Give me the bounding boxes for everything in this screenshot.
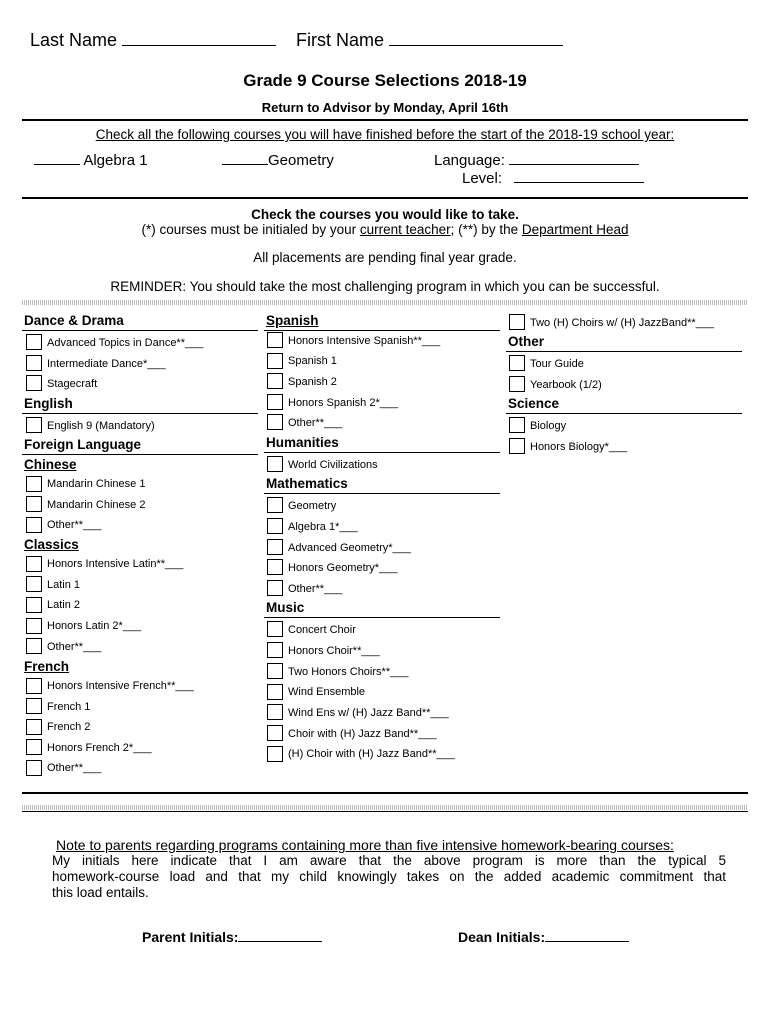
- initial-instruction: [0, 222, 770, 237]
- course-label: Other**___: [288, 417, 343, 429]
- course-label: Spanish 2: [288, 376, 337, 388]
- hatched-divider-bottom: [22, 805, 748, 810]
- checkbox[interactable]: [509, 376, 525, 392]
- course-label: French 1: [47, 701, 91, 713]
- checkbox[interactable]: [26, 496, 42, 512]
- section-rule: [22, 413, 258, 414]
- checkbox[interactable]: [267, 663, 283, 679]
- dean-initials-row: [458, 929, 629, 945]
- course-label: Biology: [530, 420, 567, 432]
- course-label: Intermediate Dance*___: [47, 358, 166, 370]
- course-label: Honors Geometry*___: [288, 562, 398, 574]
- dept-head-text: Department Head: [521, 222, 629, 237]
- checkbox[interactable]: [26, 517, 42, 533]
- finished-language: [434, 152, 639, 169]
- checkbox[interactable]: [267, 539, 283, 555]
- course-label: Algebra 1*___: [288, 521, 358, 533]
- course-label: Two Honors Choirs**___: [288, 666, 409, 678]
- parent-initials-row: [142, 929, 322, 945]
- note-line-3: this load entails.: [52, 885, 149, 900]
- checkbox[interactable]: [26, 476, 42, 492]
- initial-text-1: (*) courses must be initialed by your: [141, 222, 360, 237]
- checkbox[interactable]: [26, 576, 42, 592]
- checkbox[interactable]: [509, 355, 525, 371]
- checkbox[interactable]: [26, 334, 42, 350]
- last-name-row: [30, 30, 276, 51]
- language-field[interactable]: [509, 164, 639, 165]
- course-label: Honors Latin 2*___: [47, 620, 142, 632]
- course-label: Honors Biology*___: [530, 441, 628, 453]
- course-label: Advanced Geometry*___: [288, 542, 411, 554]
- hatched-divider: [22, 300, 748, 305]
- first-name-row: [296, 30, 563, 51]
- checkbox[interactable]: [26, 618, 42, 634]
- course-label: Wind Ensemble: [288, 686, 366, 698]
- course-label: Latin 2: [47, 599, 81, 611]
- dean-initials-label: Dean Initials:: [458, 929, 546, 945]
- course-label: Mandarin Chinese 1: [47, 478, 146, 490]
- last-name-field[interactable]: [122, 45, 276, 46]
- geometry-label: Geometry: [268, 152, 334, 169]
- course-label: Other**___: [288, 583, 343, 595]
- algebra-blank[interactable]: [34, 164, 80, 165]
- section-foreign-language: Foreign Language: [24, 437, 142, 452]
- checkbox[interactable]: [26, 719, 42, 735]
- course-label: Honors Intensive French**___: [47, 680, 194, 692]
- checkbox[interactable]: [267, 456, 283, 472]
- subsection-classics: Classics: [24, 537, 79, 552]
- checkbox[interactable]: [267, 497, 283, 513]
- page-title: Grade 9 Course Selections 2018-19: [243, 71, 527, 90]
- note-heading: Note to parents regarding programs containing more than five intensive homework-bearing courses:: [56, 837, 674, 853]
- note-line-1: My initials here indicate that I am aware that the above program is more than the typical 5: [52, 853, 726, 868]
- checkbox[interactable]: [26, 355, 42, 371]
- course-label: Concert Choir: [288, 624, 356, 636]
- checkbox[interactable]: [26, 678, 42, 694]
- finished-divider: [22, 197, 748, 199]
- checkbox[interactable]: [267, 621, 283, 637]
- checkbox[interactable]: [26, 638, 42, 654]
- checkbox[interactable]: [267, 684, 283, 700]
- course-label: Honors French 2*___: [47, 742, 152, 754]
- subsection-chinese: Chinese: [24, 457, 77, 472]
- section-spanish: Spanish: [266, 313, 319, 328]
- section-rule: [264, 330, 500, 331]
- level-field[interactable]: [514, 182, 644, 183]
- geometry-blank[interactable]: [222, 164, 268, 165]
- first-name-field[interactable]: [389, 45, 563, 46]
- language-label: Language:: [434, 152, 505, 169]
- first-name-label: First Name: [296, 30, 385, 50]
- section-science: Science: [508, 396, 560, 411]
- course-label: French 2: [47, 721, 91, 733]
- course-label: Spanish 1: [288, 355, 337, 367]
- checkbox[interactable]: [26, 556, 42, 572]
- parent-initials-field[interactable]: [238, 941, 322, 942]
- section-other: Other: [508, 334, 545, 349]
- section-dance-drama: Dance & Drama: [24, 313, 124, 328]
- course-label: Wind Ens w/ (H) Jazz Band**___: [288, 707, 449, 719]
- finished-instruction: Check all the following courses you will have finished before the start of the 2018-19 school year:: [95, 127, 675, 142]
- checkbox[interactable]: [267, 394, 283, 410]
- checkbox[interactable]: [267, 332, 283, 348]
- checkbox[interactable]: [26, 597, 42, 613]
- checkbox[interactable]: [509, 417, 525, 433]
- parent-initials-label: Parent Initials:: [142, 929, 239, 945]
- last-name-label: Last Name: [30, 30, 118, 50]
- top-divider: [22, 119, 748, 121]
- course-label: Other**___: [47, 519, 102, 531]
- course-label: World Civilizations: [288, 459, 378, 471]
- course-label: Honors Choir**___: [288, 645, 380, 657]
- checkbox[interactable]: [26, 375, 42, 391]
- checkbox[interactable]: [26, 698, 42, 714]
- checkbox[interactable]: [267, 373, 283, 389]
- algebra-label: Algebra 1: [83, 152, 148, 169]
- course-label: Stagecraft: [47, 378, 98, 390]
- checkbox[interactable]: [267, 559, 283, 575]
- checkbox[interactable]: [267, 518, 283, 534]
- course-label: Yearbook (1/2): [530, 379, 602, 391]
- course-label: Honors Spanish 2*___: [288, 397, 399, 409]
- checkbox[interactable]: [26, 417, 42, 433]
- pending-note: All placements are pending final year grade.: [253, 250, 517, 265]
- section-rule: [264, 452, 500, 453]
- section-rule: [22, 454, 258, 455]
- subsection-french: French: [24, 659, 70, 674]
- course-label: Advanced Topics in Dance**___: [47, 337, 204, 349]
- checkbox[interactable]: [267, 725, 283, 741]
- dean-initials-field[interactable]: [545, 941, 629, 942]
- section-rule: [506, 413, 742, 414]
- checkbox[interactable]: [509, 438, 525, 454]
- section-mathematics: Mathematics: [266, 476, 348, 491]
- checkbox[interactable]: [267, 353, 283, 369]
- finished-algebra: [34, 152, 148, 169]
- section-english: English: [24, 396, 73, 411]
- reminder-note: REMINDER: You should take the most challenging program in which you can be successful.: [110, 279, 660, 294]
- course-label: Mandarin Chinese 2: [47, 499, 146, 511]
- initial-text-2: ; (**) by the: [450, 222, 522, 237]
- course-label: English 9 (Mandatory): [47, 420, 155, 432]
- page-subtitle: Return to Advisor by Monday, April 16th: [261, 100, 509, 115]
- checkbox[interactable]: [267, 704, 283, 720]
- course-label: Two (H) Choirs w/ (H) JazzBand**___: [530, 317, 715, 329]
- section-rule: [264, 493, 500, 494]
- section-humanities: Humanities: [266, 435, 339, 450]
- course-label: (H) Choir with (H) Jazz Band**___: [288, 748, 455, 760]
- course-label: Tour Guide: [530, 358, 584, 370]
- course-label: Honors Intensive Latin**___: [47, 558, 184, 570]
- checkbox[interactable]: [26, 739, 42, 755]
- finished-geometry: [222, 152, 334, 169]
- section-rule: [22, 330, 258, 331]
- course-label: Choir with (H) Jazz Band**___: [288, 728, 437, 740]
- course-label: Geometry: [288, 500, 337, 512]
- checkbox[interactable]: [267, 746, 283, 762]
- checkbox[interactable]: [267, 414, 283, 430]
- checkbox[interactable]: [267, 642, 283, 658]
- course-label: Other**___: [47, 762, 102, 774]
- section-music: Music: [266, 600, 305, 615]
- finished-level: [462, 170, 644, 187]
- note-line-2: homework-course load and that my child knowingly takes on the added academic commitment that: [52, 869, 726, 884]
- section-rule: [264, 617, 500, 618]
- take-heading: Check the courses you would like to take.: [251, 207, 519, 222]
- course-label: Other**___: [47, 641, 102, 653]
- section-rule: [506, 351, 742, 352]
- course-label: Latin 1: [47, 579, 81, 591]
- bottom-divider-thin: [22, 811, 748, 812]
- current-teacher-text: current teacher: [359, 222, 451, 237]
- checkbox[interactable]: [509, 314, 525, 330]
- course-label: Honors Intensive Spanish**___: [288, 335, 441, 347]
- level-label: Level:: [462, 170, 503, 187]
- checkbox[interactable]: [26, 760, 42, 776]
- checkbox[interactable]: [267, 580, 283, 596]
- bottom-divider: [22, 792, 748, 794]
